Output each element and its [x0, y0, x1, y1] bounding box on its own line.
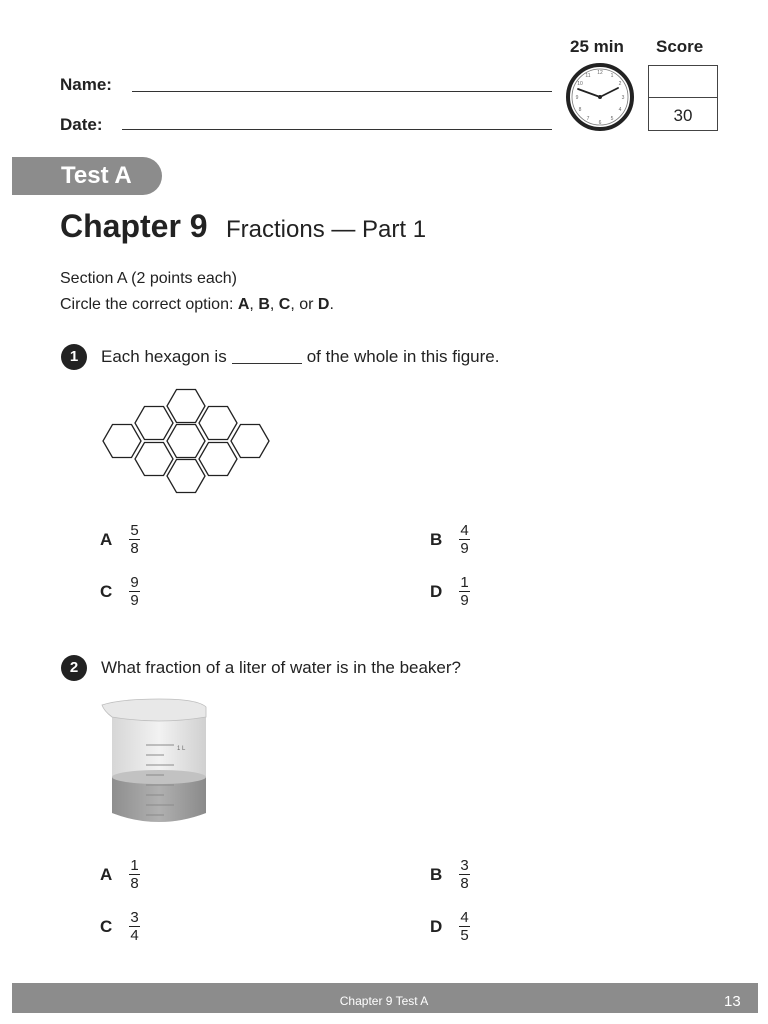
instruction-sep: , [269, 296, 279, 313]
option-fraction [129, 858, 140, 891]
fraction-denominator: 4 [130, 927, 139, 944]
hexagon [199, 407, 237, 440]
hexagon [135, 443, 173, 476]
fraction-numerator: 5 [130, 522, 139, 539]
instruction-sep: , [249, 296, 259, 313]
instruction-option-c: C [278, 296, 291, 313]
instruction-end: . [329, 296, 334, 313]
option-letter: A [100, 864, 113, 884]
fraction-numerator: 9 [130, 574, 139, 591]
fraction-denominator: 9 [130, 592, 139, 609]
svg-text:4: 4 [618, 107, 622, 113]
hexagon [135, 407, 173, 440]
option-a[interactable] [100, 523, 140, 556]
score-label: Score [656, 37, 704, 56]
option-fraction [459, 523, 470, 556]
option-fraction [129, 910, 140, 943]
svg-text:8: 8 [578, 107, 582, 113]
svg-text:10: 10 [577, 81, 583, 87]
option-a[interactable] [100, 858, 140, 891]
question-1-text-after: of the whole in this figure. [306, 347, 500, 366]
footer-text: Chapter 9 Test A [339, 994, 429, 1008]
instruction-text: Circle the correct option: [60, 296, 238, 313]
instruction-option-a: A [237, 296, 250, 313]
option-d[interactable] [430, 910, 470, 943]
option-letter: D [430, 581, 443, 601]
instruction-option-d: D [317, 296, 330, 313]
hexagon [167, 390, 205, 423]
option-b[interactable] [430, 858, 470, 891]
option-fraction [129, 523, 140, 556]
svg-text:11: 11 [585, 73, 591, 79]
hexagon [103, 425, 141, 458]
option-b[interactable] [430, 523, 470, 556]
name-label: Name: [60, 75, 112, 94]
fraction-denominator: 8 [460, 875, 469, 892]
option-fraction [459, 575, 470, 608]
instruction-option-b: B [258, 296, 270, 313]
question-1-text [101, 347, 499, 367]
beaker-label: 1 L [177, 746, 186, 752]
fraction-denominator: 5 [460, 927, 469, 944]
section-heading: Section A (2 points each) [60, 270, 237, 287]
option-letter: B [430, 864, 443, 884]
fraction-denominator: 8 [130, 540, 139, 557]
name-line[interactable] [132, 91, 552, 92]
hexagon [167, 460, 205, 493]
test-banner: Test A [12, 157, 162, 195]
option-c[interactable] [100, 575, 140, 608]
hexagon [199, 443, 237, 476]
svg-text:12: 12 [597, 70, 603, 76]
option-fraction [129, 575, 140, 608]
svg-text:6: 6 [598, 120, 602, 126]
date-label: Date: [60, 115, 103, 134]
hexagon [231, 425, 269, 458]
option-letter: B [430, 529, 443, 549]
option-letter: C [100, 581, 113, 601]
option-letter: D [430, 916, 443, 936]
fraction-numerator: 3 [130, 909, 139, 926]
instruction-sep: , or [290, 296, 318, 313]
fraction-numerator: 4 [460, 522, 469, 539]
page-number: 13 [724, 993, 741, 1010]
question-number: 1 [61, 344, 87, 370]
chapter-title: Chapter 9 [60, 208, 208, 244]
clock-icon [564, 63, 636, 131]
fraction-numerator: 1 [130, 857, 139, 874]
option-c[interactable] [100, 910, 140, 943]
fraction-denominator: 9 [460, 592, 469, 609]
section-instructions [60, 296, 334, 314]
hexagon [167, 425, 205, 458]
option-letter: C [100, 916, 113, 936]
question-number: 2 [61, 655, 87, 681]
chapter-subtitle: Fractions — Part 1 [226, 216, 427, 243]
svg-text:5: 5 [610, 116, 614, 122]
fraction-denominator: 9 [460, 540, 469, 557]
question-2-text: What fraction of a liter of water is in the beaker? [101, 658, 462, 677]
svg-text:1: 1 [610, 73, 614, 79]
option-fraction [459, 910, 470, 943]
svg-text:2: 2 [618, 81, 622, 87]
fraction-numerator: 1 [460, 574, 469, 591]
score-divider [648, 97, 718, 98]
fraction-numerator: 4 [460, 909, 469, 926]
option-d[interactable] [430, 575, 470, 608]
svg-text:7: 7 [586, 116, 590, 122]
hexagon-figure [98, 385, 276, 497]
date-line[interactable] [122, 129, 552, 130]
fraction-numerator: 3 [460, 857, 469, 874]
beaker-figure [98, 695, 212, 831]
fraction-denominator: 8 [130, 875, 139, 892]
score-total: 30 [673, 106, 693, 125]
option-fraction [459, 858, 470, 891]
option-letter: A [100, 529, 113, 549]
question-1-text-before: Each hexagon is [101, 347, 227, 366]
answer-blank [232, 363, 302, 364]
svg-text:3: 3 [621, 95, 625, 101]
svg-text:9: 9 [575, 95, 579, 101]
timer-label: 25 min [570, 37, 624, 56]
